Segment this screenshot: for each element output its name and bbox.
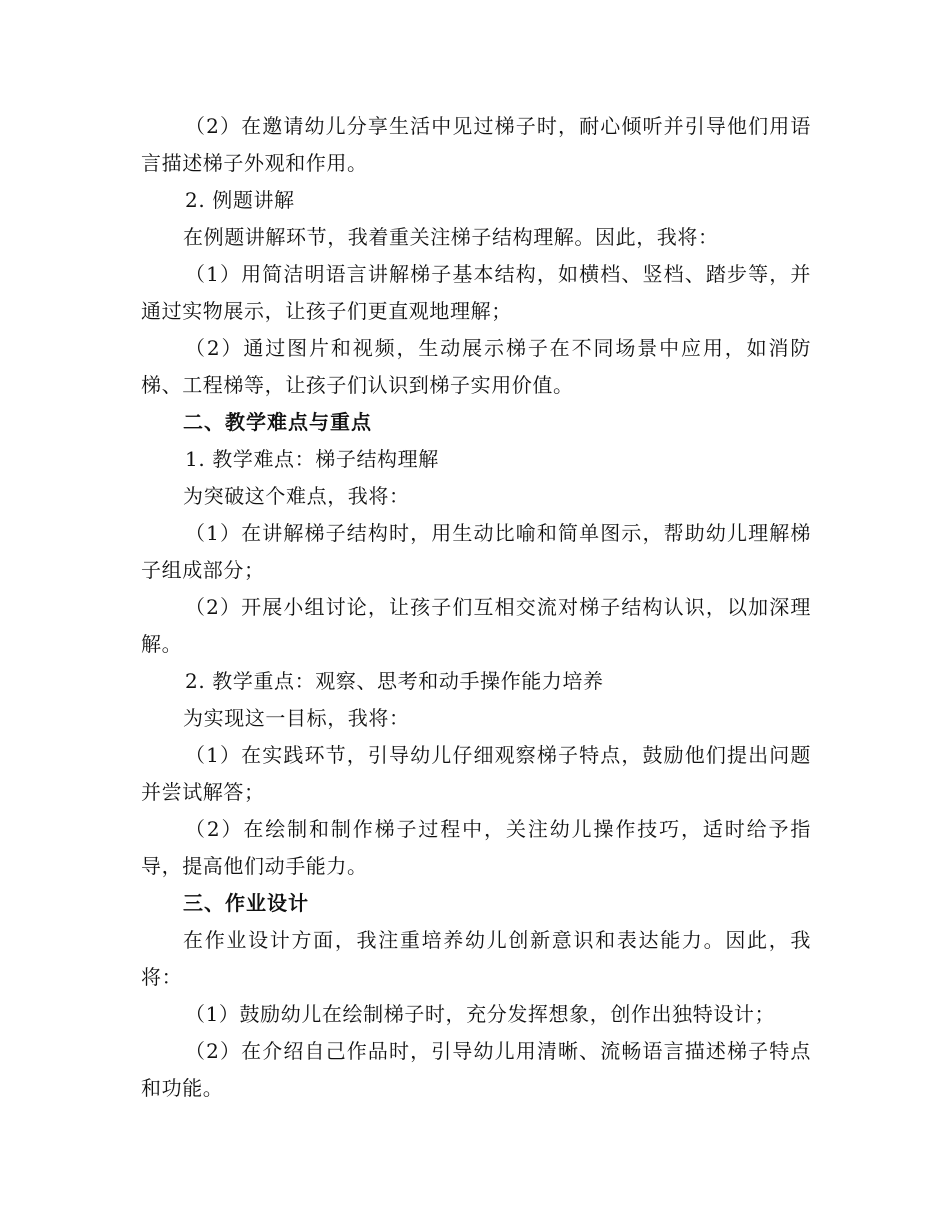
section-heading: 三、作业设计 xyxy=(183,891,309,915)
list-item: （1）鼓励幼儿在绘制梯子时，充分发挥想象，创作出独特设计； xyxy=(185,1002,776,1026)
document-body xyxy=(141,108,811,1107)
subsection-title: 1. 教学难点：梯子结构理解 xyxy=(185,447,439,471)
list-item: （1）用简洁明语言讲解梯子基本结构，如横档、竖档、踏步等，并通过实物展示，让孩子们更直观地理解； xyxy=(141,262,811,323)
list-item: （2）通过图片和视频，生动展示梯子在不同场景中应用，如消防梯、工程梯等，让孩子们认识到梯子实用价值。 xyxy=(141,336,811,397)
list-item: （2）在介绍自己作品时，引导幼儿用清晰、流畅语言描述梯子特点和功能。 xyxy=(141,1039,811,1100)
subsection-title: 2. 教学重点：观察、思考和动手操作能力培养 xyxy=(185,669,604,693)
paragraph: 为实现这一目标，我将： xyxy=(183,706,410,730)
subsection-title: 2. 例题讲解 xyxy=(185,188,295,212)
list-item: （2）在绘制和制作梯子过程中，关注幼儿操作技巧，适时给予指导，提高他们动手能力。 xyxy=(141,817,811,878)
paragraph: 在例题讲解环节，我着重关注梯子结构理解。因此，我将： xyxy=(183,225,719,249)
list-item: （2）在邀请幼儿分享生活中见过梯子时，耐心倾听并引导他们用语言描述梯子外观和作用。 xyxy=(141,114,811,175)
list-item: （1）在实践环节，引导幼儿仔细观察梯子特点，鼓励他们提出问题并尝试解答； xyxy=(141,743,811,804)
list-item: （2）开展小组讨论，让孩子们互相交流对梯子结构认识，以加深理解。 xyxy=(141,595,811,656)
paragraph: 在作业设计方面，我注重培养幼儿创新意识和表达能力。因此，我将： xyxy=(141,928,811,989)
paragraph: 为突破这个难点，我将： xyxy=(183,484,410,508)
section-heading: 二、教学难点与重点 xyxy=(183,410,372,434)
list-item: （1）在讲解梯子结构时，用生动比喻和简单图示，帮助幼儿理解梯子组成部分； xyxy=(141,521,811,582)
